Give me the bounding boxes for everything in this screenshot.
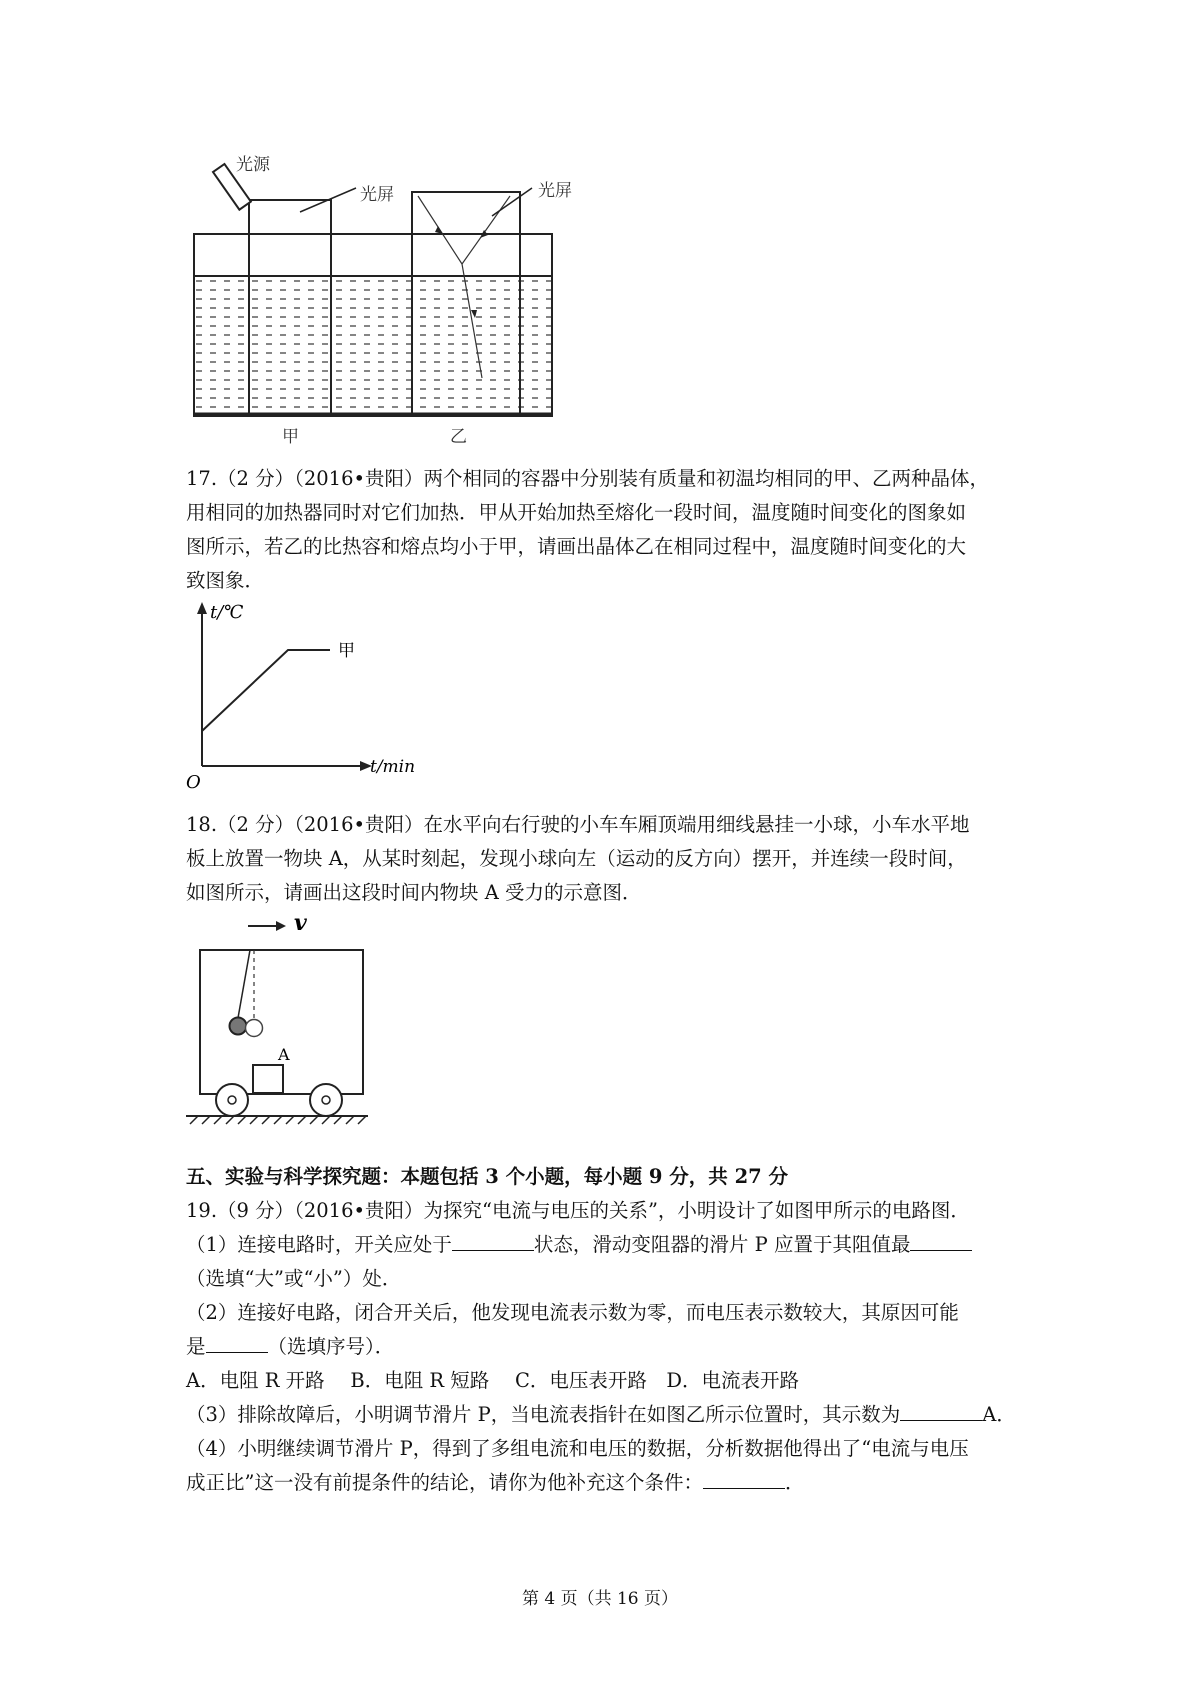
x-axis-label: t/min <box>370 757 416 777</box>
page-footer: 第 4 页（共 16 页） <box>521 1589 679 1609</box>
question-17 <box>186 462 1036 598</box>
q19-blank-fault[interactable] <box>206 1330 268 1353</box>
ball-rest <box>246 1020 263 1037</box>
q19-p4-b: 成正比”这一没有前提条件的结论，请你为他补充这个条件： <box>186 1471 703 1494</box>
series-jia-line <box>202 650 330 731</box>
q19-blank-current[interactable] <box>900 1398 982 1421</box>
origin-label: O <box>186 772 201 793</box>
q19-part-2b <box>186 1330 1036 1364</box>
q19-blank-resistance[interactable] <box>910 1228 972 1251</box>
question-19 <box>186 1194 1036 1500</box>
figure-cart <box>182 906 372 1126</box>
q19-p2-a: （2）连接好电路，闭合开关后，他发现电流表示数为零，而电压表示数较大，其原因可能 <box>186 1301 959 1324</box>
q19-p4-a: （4）小明继续调节滑片 P，得到了多组电流和电压的数据，分析数据他得出了“电流与电压 <box>186 1437 969 1460</box>
label-screen-jia: 光屏 <box>360 185 394 205</box>
velocity-label: v <box>294 910 307 936</box>
q19-blank-switch-state[interactable] <box>452 1228 534 1251</box>
q19-part-3 <box>186 1398 1036 1432</box>
q17-line-3: 图所示，若乙的比热容和熔点均小于甲，请画出晶体乙在相同过程中，温度随时间变化的大 <box>186 535 967 558</box>
q19-intro: 19.（9 分）（2016•贵阳）为探究“电流与电压的关系”，小明设计了如图甲所示的电路图． <box>186 1199 970 1222</box>
caption-jia: 甲 <box>282 427 299 447</box>
q19-p1-b: 状态，滑动变阻器的滑片 P 应置于其阻值最 <box>533 1233 911 1256</box>
q19-p1-a: （1）连接电路时，开关应处于 <box>186 1233 452 1256</box>
q17-line-1: 17.（2 分）（2016•贵阳）两个相同的容器中分别装有质量和初温均相同的甲、乙两种晶体， <box>186 467 989 490</box>
label-screen-yi: 光屏 <box>538 181 572 201</box>
section-5-heading-text: 五、实验与科学探究题：本题包括 3 个小题，每小题 9 分，共 27 分 <box>186 1165 789 1188</box>
q19-p1-c: （选填“大”或“小”）处． <box>186 1267 402 1290</box>
q19-p3-b: A． <box>982 1403 1016 1426</box>
y-axis-arrow <box>197 602 207 614</box>
q17-line-4: 致图象． <box>186 569 265 592</box>
q19-part-4b <box>186 1466 1036 1500</box>
block-a-label: A <box>278 1045 290 1064</box>
q18-line-2: 板上放置一物块 A，从某时刻起，发现小球向左（运动的反方向）摆开，并连续一段时间， <box>186 847 967 870</box>
q19-part-1 <box>186 1228 1036 1262</box>
y-axis-label: t/℃ <box>210 602 244 623</box>
q18-line-3: 如图所示，请画出这段时间内物块 A 受力的示意图． <box>186 881 642 904</box>
block-a <box>253 1065 283 1093</box>
temperature-time-chart <box>178 598 418 798</box>
q19-p2-c: （选填序号）． <box>267 1335 395 1358</box>
ball-displaced <box>230 1018 247 1035</box>
q19-p4-c: ． <box>784 1471 805 1494</box>
q19-p2-b: 是 <box>186 1335 206 1358</box>
q19-options: A．电阻 R 开路 B．电阻 R 短路 C．电压表开路 D．电流表开路 <box>186 1369 800 1392</box>
q19-blank-condition[interactable] <box>703 1466 785 1489</box>
q19-p3-a: （3）排除故障后，小明调节滑片 P，当电流表指针在如图乙所示位置时，其示数为 <box>186 1403 901 1426</box>
section-5-heading <box>186 1160 1036 1194</box>
caption-yi: 乙 <box>450 427 467 447</box>
q18-line-1: 18.（2 分）（2016•贵阳）在水平向右行驶的小车车厢顶端用细线悬挂一小球，小车水平地 <box>186 813 970 836</box>
q17-line-2: 用相同的加热器同时对它们加热．甲从开始加热至熔化一段时间，温度随时间变化的图象如 <box>186 501 967 524</box>
series-jia-label: 甲 <box>338 641 355 661</box>
question-18 <box>186 808 1036 910</box>
label-light-source: 光源 <box>236 155 270 175</box>
